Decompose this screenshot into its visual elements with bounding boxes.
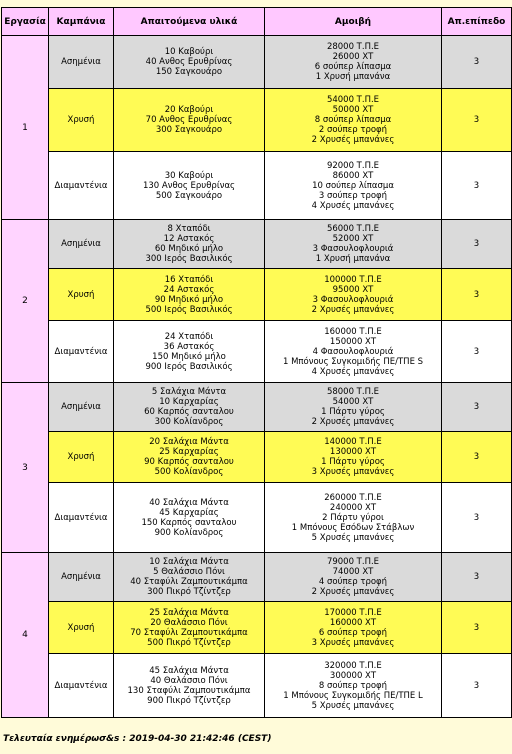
reward-cell <box>265 553 442 602</box>
reward-cell <box>265 89 442 152</box>
reward-line: 28000 Τ.Π.Ε <box>326 42 380 52</box>
material-line: 40 Ανθος Ερυθρίνας <box>145 57 233 67</box>
campaign-cell: Διαμαντένια <box>49 654 114 718</box>
material-line: 16 Χταπόδι <box>164 274 214 285</box>
materials-cell <box>114 383 265 432</box>
material-line: 60 Μηδικό μήλο <box>154 244 224 254</box>
reward-line: 50000 ΧΤ <box>332 105 374 115</box>
reward-line: 2 Πάρτυ γύροι <box>322 512 384 523</box>
material-line: 20 Καβούρι <box>164 105 214 115</box>
material-line: 40 Σταφύλι Ζαμπουτικάμπα <box>130 577 248 587</box>
material-line: 5 Σαλάχια Μάντα <box>151 387 227 397</box>
campaign-cell: Ασημένια <box>49 553 114 602</box>
header-row <box>2 8 512 36</box>
materials-cell <box>114 36 265 89</box>
reward-line: 1 Μπόνους Συγκομιδής ΠΕ/ΤΠΕ L <box>283 690 423 701</box>
material-line: 150 Καρπός σανταλου <box>141 517 237 528</box>
material-line: 90 Καρπός σανταλου <box>144 457 234 467</box>
reward-line: 10 σούπερ λίπασμα <box>312 180 394 191</box>
reward-line: 54000 ΧΤ <box>332 397 374 407</box>
reward-line: 160000 Τ.Π.Ε <box>324 326 382 337</box>
reward-cell <box>265 432 442 483</box>
material-line: 20 Σαλάχια Μάντα <box>149 437 229 447</box>
table-row <box>2 220 512 269</box>
material-line: 20 Θαλάσσιο Πόνι <box>150 617 228 628</box>
reward-line: 1 Χρυσή μπανάνα <box>315 72 391 82</box>
level-cell: 3 <box>442 383 512 432</box>
materials-cell <box>114 269 265 321</box>
reward-cell <box>265 152 442 220</box>
table-row <box>2 89 512 152</box>
material-line: 500 Πικρό Τζίντζερ <box>147 637 231 648</box>
materials-cell <box>114 602 265 654</box>
level-cell: 3 <box>442 220 512 269</box>
level-cell: 3 <box>442 152 512 220</box>
level-cell: 3 <box>442 89 512 152</box>
table-row <box>2 36 512 89</box>
reward-line: 52000 ΧΤ <box>332 234 374 244</box>
reward-line: 4 Χρυσές μπανάνες <box>311 200 395 211</box>
reward-line: 1 Πάρτυ γύρος <box>321 457 385 467</box>
reward-line: 54000 Τ.Π.Ε <box>326 95 380 105</box>
reward-line: 4 σούπερ τροφή <box>318 577 388 587</box>
reward-cell <box>265 383 442 432</box>
material-line: 24 Χταπόδι <box>164 331 214 342</box>
table-row <box>2 321 512 383</box>
task-number: 3 <box>2 383 49 553</box>
table-row <box>2 269 512 321</box>
material-line: 10 Σαλάχια Μάντα <box>149 557 229 567</box>
reward-cell <box>265 36 442 89</box>
reward-line: 240000 ΧΤ <box>329 502 377 513</box>
reward-line: 3 Χρυσές μπανάνες <box>311 467 395 477</box>
material-line: 150 Σαγκουάρο <box>155 67 223 77</box>
reward-line: 5 Χρυσές μπανάνες <box>311 532 395 543</box>
task-number: 2 <box>2 220 49 383</box>
materials-cell <box>114 654 265 718</box>
table-row <box>2 654 512 718</box>
campaign-cell: Ασημένια <box>49 383 114 432</box>
reward-line: 1 Μπόνους Συγκομιδής ΠΕ/ΤΠΕ S <box>282 356 424 367</box>
level-cell: 3 <box>442 269 512 321</box>
reward-line: 130000 ΧΤ <box>329 447 377 457</box>
table-body <box>2 36 512 718</box>
material-line: 300 Σαγκουάρο <box>155 125 223 135</box>
reward-line: 150000 ΧΤ <box>329 336 377 347</box>
material-line: 40 Σαλάχια Μάντα <box>149 497 229 508</box>
campaign-cell: Διαμαντένια <box>49 152 114 220</box>
table-row <box>2 432 512 483</box>
material-line: 70 Ανθος Ερυθρίνας <box>145 115 233 125</box>
reward-line: 8 σούπερ τροφή <box>318 680 388 691</box>
material-line: 130 Ανθος Ερυθρίνας <box>142 180 236 191</box>
header-reward: Αμοιβή <box>265 8 442 36</box>
reward-line: 86000 ΧΤ <box>332 170 374 181</box>
reward-line: 4 Φασουλοφλουριά <box>312 346 394 357</box>
level-cell: 3 <box>442 553 512 602</box>
reward-cell <box>265 483 442 553</box>
reward-line: 1 Πάρτυ γύρος <box>321 407 385 417</box>
rewards-table <box>1 7 512 718</box>
reward-line: 300000 ΧΤ <box>329 670 377 681</box>
campaign-cell: Διαμαντένια <box>49 483 114 553</box>
materials-cell <box>114 152 265 220</box>
material-line: 70 Σταφύλι Ζαμπουτικάμπα <box>130 627 248 638</box>
campaign-cell: Χρυσή <box>49 602 114 654</box>
reward-line: 3 Φασουλοφλουριά <box>312 294 394 305</box>
level-cell: 3 <box>442 602 512 654</box>
materials-cell <box>114 432 265 483</box>
campaign-cell: Χρυσή <box>49 89 114 152</box>
header-level: Απ.επίπεδο <box>442 8 512 36</box>
material-line: 900 Πικρό Τζίντζερ <box>147 695 231 706</box>
material-line: 130 Σταφύλι Ζαμπουτικάμπα <box>127 685 251 696</box>
material-line: 40 Θαλάσσιο Πόνι <box>150 675 228 686</box>
reward-line: 6 σούπερ τροφή <box>318 627 388 638</box>
material-line: 12 Αστακός <box>163 234 215 244</box>
level-cell: 3 <box>442 321 512 383</box>
material-line: 500 Σαγκουάρο <box>155 190 223 201</box>
reward-line: 140000 Τ.Π.Ε <box>324 437 382 447</box>
reward-line: 58000 Τ.Π.Ε <box>326 387 380 397</box>
reward-line: 3 Φασουλοφλουριά <box>312 244 394 254</box>
task-number: 4 <box>2 553 49 718</box>
level-cell: 3 <box>442 483 512 553</box>
reward-line: 1 Χρυσή μπανάνα <box>315 254 391 264</box>
last-updated-timestamp: 2019-04-30 21:42:46 (CEST) <box>129 734 272 744</box>
reward-line: 92000 Τ.Π.Ε <box>326 160 380 171</box>
material-line: 10 Καβούρι <box>164 47 214 57</box>
reward-cell <box>265 654 442 718</box>
level-cell: 3 <box>442 432 512 483</box>
reward-line: 26000 ΧΤ <box>332 52 374 62</box>
materials-cell <box>114 220 265 269</box>
header-campaign: Καμπάνια <box>49 8 114 36</box>
material-line: 300 Κολίανδρος <box>154 417 224 427</box>
material-line: 25 Σαλάχια Μάντα <box>149 607 229 618</box>
material-line: 24 Αστακός <box>163 284 215 295</box>
reward-line: 95000 ΧΤ <box>332 284 374 295</box>
material-line: 500 Κολίανδρος <box>154 467 224 477</box>
reward-line: 6 σούπερ λίπασμα <box>314 62 392 72</box>
material-line: 60 Καρπός σανταλου <box>144 407 234 417</box>
reward-cell <box>265 602 442 654</box>
reward-line: 260000 Τ.Π.Ε <box>324 492 382 503</box>
material-line: 10 Καρχαρίας <box>159 397 219 407</box>
materials-cell <box>114 483 265 553</box>
level-cell: 3 <box>442 36 512 89</box>
material-line: 300 Πικρό Τζίντζερ <box>147 587 231 597</box>
last-updated <box>3 734 271 744</box>
reward-line: 4 Χρυσές μπανάνες <box>311 366 395 377</box>
material-line: 300 Ιερός Βασιλικός <box>145 254 233 264</box>
reward-cell <box>265 269 442 321</box>
reward-line: 74000 ΧΤ <box>332 567 374 577</box>
reward-line: 160000 ΧΤ <box>329 617 377 628</box>
material-line: 45 Καρχαρίας <box>159 507 219 518</box>
reward-cell <box>265 220 442 269</box>
material-line: 36 Αστακός <box>163 341 215 352</box>
campaign-cell: Διαμαντένια <box>49 321 114 383</box>
table-row <box>2 383 512 432</box>
header-materials: Απαιτούμενα υλικά <box>114 8 265 36</box>
material-line: 90 Μηδικό μήλο <box>154 294 224 305</box>
reward-line: 2 Χρυσές μπανάνες <box>311 304 395 315</box>
campaign-cell: Χρυσή <box>49 269 114 321</box>
last-updated-label: Τελευταία ενημέρωσ&s : <box>3 734 127 744</box>
reward-line: 3 σούπερ τροφή <box>318 190 388 201</box>
materials-cell <box>114 321 265 383</box>
reward-line: 1 Μπόνους Εσόδων Στάβλων <box>291 522 415 533</box>
table-row <box>2 152 512 220</box>
reward-line: 2 Χρυσές μπανάνες <box>311 417 395 427</box>
campaign-cell: Ασημένια <box>49 220 114 269</box>
reward-line: 79000 Τ.Π.Ε <box>326 557 380 567</box>
table-row <box>2 553 512 602</box>
reward-line: 170000 Τ.Π.Ε <box>324 607 382 618</box>
reward-line: 320000 Τ.Π.Ε <box>324 660 382 671</box>
campaign-cell: Ασημένια <box>49 36 114 89</box>
table-row <box>2 483 512 553</box>
reward-cell <box>265 321 442 383</box>
materials-cell <box>114 553 265 602</box>
reward-line: 8 σούπερ λίπασμα <box>314 115 392 125</box>
material-line: 150 Μηδικό μήλο <box>152 351 226 362</box>
material-line: 8 Χταπόδι <box>167 224 211 234</box>
reward-line: 2 σούπερ τροφή <box>318 125 388 135</box>
material-line: 30 Καβούρι <box>164 170 214 181</box>
header-task: Εργασία <box>2 8 49 36</box>
reward-line: 5 Χρυσές μπανάνες <box>311 700 395 711</box>
campaign-cell: Χρυσή <box>49 432 114 483</box>
reward-line: 100000 Τ.Π.Ε <box>324 274 382 285</box>
reward-line: 2 Χρυσές μπανάνες <box>311 587 395 597</box>
reward-line: 56000 Τ.Π.Ε <box>326 224 380 234</box>
material-line: 45 Σαλάχια Μάντα <box>149 665 229 676</box>
table-row <box>2 602 512 654</box>
material-line: 900 Ιερός Βασιλικός <box>145 361 233 372</box>
material-line: 900 Κολίανδρος <box>154 527 224 538</box>
material-line: 500 Ιερός Βασιλικός <box>145 304 233 315</box>
task-number: 1 <box>2 36 49 220</box>
materials-cell <box>114 89 265 152</box>
reward-line: 2 Χρυσές μπανάνες <box>311 135 395 145</box>
level-cell: 3 <box>442 654 512 718</box>
material-line: 5 Θαλάσσιο Πόνι <box>153 567 225 577</box>
reward-line: 3 Χρυσές μπανάνες <box>311 637 395 648</box>
material-line: 25 Καρχαρίας <box>159 447 219 457</box>
